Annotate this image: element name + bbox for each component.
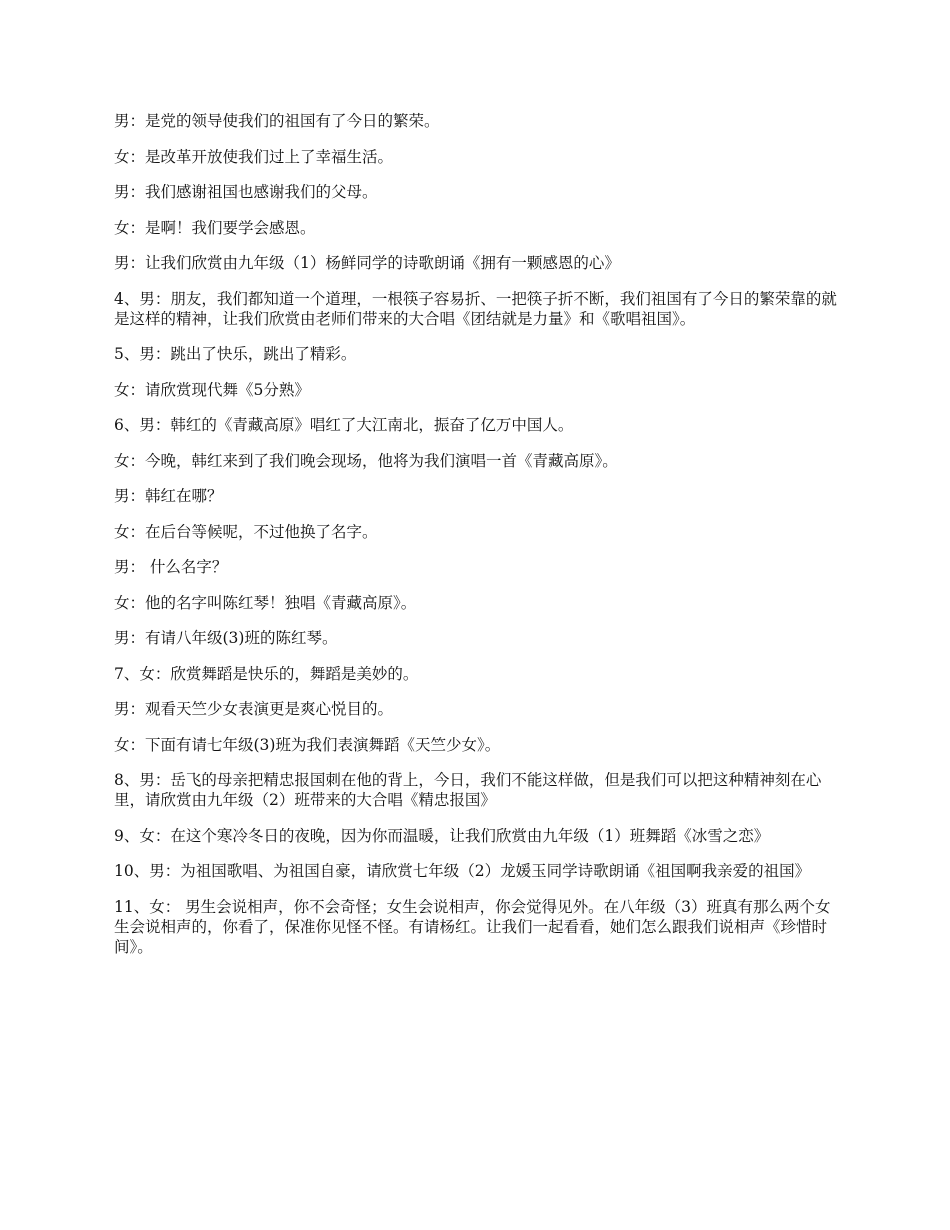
paragraph: 10、男：为祖国歌唱、为祖国自豪，请欣赏七年级（2）龙媛玉同学诗歌朗诵《祖国啊我亲爱的祖国》 (114, 862, 811, 880)
paragraph: 女：今晚，韩红来到了我们晚会现场，他将为我们演唱一首《青藏高原》。 (114, 451, 618, 470)
paragraph: 5、男：跳出了快乐，跳出了精彩。 (114, 345, 357, 363)
paragraph: 男：韩红在哪？ (114, 487, 223, 505)
paragraph: 11、女： 男生会说相声，你不会奇怪；女生会说相声，你会觉得见外。在八年级（3）班真有那么两个女生会说相声的，你看了，保准你见怪不怪。有请杨红。让我们一起看看，她们怎么跟我们说相声《珍惜时间》。 (114, 897, 831, 956)
paragraph: 女：是改革开放使我们过上了幸福生活。 (114, 147, 394, 166)
paragraph: 女：请欣赏现代舞《5分熟》 (114, 380, 310, 399)
paragraph: 女：他的名字叫陈红琴！独唱《青藏高原》。 (114, 593, 417, 612)
paragraph: 男：观看天竺少女表演更是爽心悦目的。 (114, 700, 394, 718)
paragraph: 4、男：朋友，我们都知道一个道理，一根筷子容易折、一把筷子折不断，我们祖国有了今日的繁荣靠的就是这样的精神，让我们欣赏由老师们带来的大合唱《团结就是力量》和《歌唱祖国》。 (114, 289, 837, 328)
document-body (114, 111, 839, 972)
paragraph: 男： 什么名字？ (114, 558, 228, 576)
paragraph: 7、女：欣赏舞蹈是快乐的，舞蹈是美妙的。 (114, 664, 419, 683)
paragraph: 女：下面有请七年级(3)班为我们表演舞蹈《天竺少女》。 (114, 735, 501, 754)
paragraph: 男：是党的领导使我们的祖国有了今日的繁荣。 (114, 112, 440, 130)
paragraph: 女：在后台等候呢，不过他换了名字。 (114, 522, 378, 541)
paragraph: 男：我们感谢祖国也感谢我们的父母。 (114, 183, 378, 201)
paragraph: 女：是啊！我们要学会感恩。 (114, 218, 316, 237)
paragraph: 9、女：在这个寒冷冬日的夜晚，因为你而温暖，让我们欣赏由九年级（1）班舞蹈《冰雪之恋》 (114, 826, 770, 845)
paragraph: 男：有请八年级(3)班的陈红琴。 (114, 629, 338, 647)
paragraph: 8、男：岳飞的母亲把精忠报国刺在他的背上，今日，我们不能这样做，但是我们可以把这种精神刻在心里，请欣赏由九年级（2）班带来的大合唱《精忠报国》 (114, 771, 822, 809)
paragraph: 6、男：韩红的《青藏高原》唱红了大江南北，振奋了亿万中国人。 (114, 416, 574, 434)
paragraph: 男：让我们欣赏由九年级（1）杨鲜同学的诗歌朗诵《拥有一颗感恩的心》 (114, 254, 620, 272)
